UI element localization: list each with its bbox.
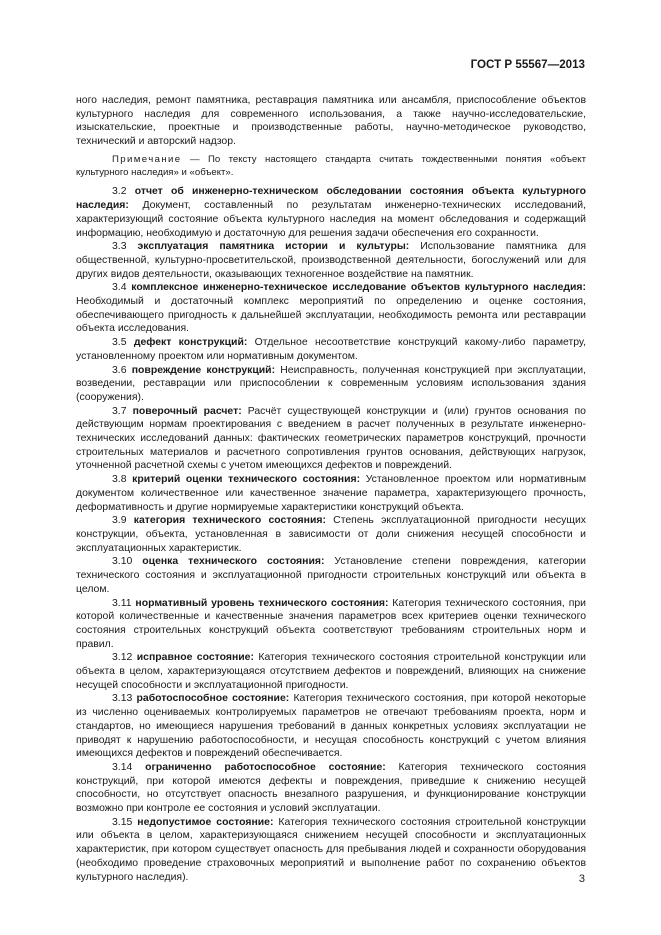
definition-text: Неисправность, полученная конструкцией при эксплуатации, возведении, реставрации или приспособлении к современным условиям использования здания (сооружения).: [76, 364, 586, 403]
definition-number: 3.12: [112, 652, 133, 664]
definition-number: 3.7: [112, 405, 127, 417]
definition-3-3: [76, 240, 586, 281]
document-header: ГОСТ Р 55567—2013: [470, 58, 585, 71]
definition-3-10: [76, 555, 586, 596]
definition-text: Категория технического состояния строительной конструкции или объекта в целом, характеризующаяся снижением несущей способности и эксплуатационных характеристик, при котором существует опасность для пребывания людей и сохранности оборудования (необходимо проведение страховочных мероприятий и выполнение работ по сохранению объектов культурного наследия).: [76, 816, 587, 883]
definition-text: Отдельное несоответствие конструкций какому-либо параметру, установленному проектом или нормативным документом.: [76, 337, 587, 362]
definition-term: ограниченно работоспособное состояние:: [145, 761, 386, 773]
note-paragraph: [76, 154, 586, 180]
definition-text: Установление степени повреждения, категории технического состояния и эксплуатационной пригодности строительных конструкций или объекта в целом.: [76, 556, 586, 595]
definition-3-9: [76, 514, 586, 555]
definition-3-2: [76, 185, 586, 240]
definition-text: Использование памятника для общественной, культурно-просветительской, производственной деятельности, богослужений или для других видов деятельности, оказывающих техногенное воздействие на памятник.: [76, 241, 586, 280]
definition-number: 3.14: [112, 761, 133, 773]
definition-term: повреждение конструкций:: [131, 364, 276, 376]
definition-term: недопустимое состояние:: [137, 816, 274, 828]
definition-text: Необходимый и достаточный комплекс мероприятий по определению и оценке состояния, обеспечивающего пригодность к дальнейшей эксплуатации, необходимость ремонта или реставрации объекта исследования.: [76, 296, 586, 335]
definition-text: Категория технического состояния конструкций, при которой имеются дефекты и повреждения, приведшие к снижению несущей способности, но отсутствует опасность внезапного разрушения, и функционирование конструкции возможно при контроле ее состояния и условий эксплуатации.: [76, 761, 586, 815]
definition-term: критерий оценки технического состояния:: [132, 474, 361, 486]
definition-term: дефект конструкций:: [133, 337, 248, 349]
definition-number: 3.8: [112, 474, 127, 486]
definition-text: Категория технического состояния, при которой количественные и качественные значения параметров всех критериев оценки технического состояния строительных конструкций объекта соответствуют требованиям строительных норм и правил.: [76, 597, 586, 650]
definition-number: 3.6: [112, 364, 127, 376]
definition-3-4: [76, 281, 586, 336]
definition-number: 3.5: [112, 337, 127, 349]
definition-3-15: [76, 816, 586, 885]
page-number: 3: [578, 873, 585, 885]
definition-term: отчет об инженерно-техническом обследовании состояния объекта культурного наследия:: [76, 186, 586, 212]
definition-number: 3.11: [112, 597, 132, 609]
definition-text: Расчёт существующей конструкции и (или) грунтов основания по действующим нормам проектирования с введением в расчет полученных в результате инженерно-технических исследований данных: фактических геометрических параметров конструкций, прочности строительных материалов и расчетного сопротивления грунтов основания, действующих нагрузок, уточненной расчетной схемы с учетом имеющихся дефектов и повреждений.: [76, 405, 586, 472]
intro-paragraph: ного наследия, ремонт памятника, реставрация памятника или ансамбля, приспособление объектов культурного наследия для современного использования, а также научно-исследовательские, изыскательские, проектные и производственные работы, научно-методическое руководство, технический и авторский надзор.: [76, 95, 586, 148]
definition-3-13: [76, 692, 586, 761]
note-text: — По тексту настоящего стандарта считать тождественными понятия «объект культурного наследия» и «объект».: [76, 153, 586, 178]
definition-number: 3.15: [112, 816, 133, 828]
document-body: [76, 94, 586, 884]
definition-3-5: [76, 336, 586, 363]
definition-text: Категория технического состояния, при которой некоторые из численно оцениваемых контролируемых параметров не отвечают требованиям проекта, норм и стандартов, но имеющиеся нарушения требований в данных конкретных условиях эксплуатации не приводят к нарушению работоспособности, и несущая способность конструкций с учетом влияния имеющихся дефектов и повреждений обеспечивается.: [76, 693, 586, 760]
definition-term: исправное состояние:: [136, 652, 254, 664]
definition-term: поверочный расчет:: [132, 405, 242, 417]
definition-3-12: [76, 651, 586, 692]
definition-text: Степень эксплуатационной пригодности несущих конструкции, объекта, установленная в зависимости от доли снижения несущей способности и эксплуатационных характеристик.: [76, 515, 586, 554]
definition-term: комплексное инженерно-техническое исследование объектов культурного наследия:: [131, 282, 586, 294]
definition-text: Документ, составленный по результатам инженерно-технических исследований, характеризующий состояние объекта культурного наследия на момент обследования и содержащий информацию, необходимую и достаточную для решения задачи обеспечения его сохранности.: [76, 200, 586, 239]
definition-term: нормативный уровень технического состояния:: [135, 597, 389, 609]
definition-3-11: [76, 597, 586, 652]
definition-number: 3.2: [112, 186, 127, 198]
definition-term: категория технического состояния:: [133, 515, 326, 527]
definition-3-7: [76, 405, 586, 474]
definition-term: работоспособное состояние:: [136, 693, 290, 705]
definition-number: 3.4: [112, 282, 127, 294]
definition-term: оценка технического состояния:: [142, 556, 325, 568]
definition-number: 3.9: [112, 515, 127, 527]
definition-3-6: [76, 364, 586, 405]
definition-3-14: [76, 761, 586, 816]
definition-text: Установленное проектом или нормативным документом количественное или качественное значение параметра, характеризующего прочность, деформативность и другие нормируемые характеристики конструкций объекта.: [76, 474, 586, 513]
definition-number: 3.3: [112, 241, 127, 253]
note-label: Примечание: [112, 153, 182, 165]
definition-3-8: [76, 473, 586, 514]
definition-term: эксплуатация памятника истории и культуры:: [137, 241, 410, 253]
definition-text: Категория технического состояния строительной конструкции или объекта в целом, характеризующаяся отсутствием дефектов и повреждений, влияющих на снижение несущей способности и эксплуатационной пригодности.: [76, 652, 586, 691]
definition-number: 3.13: [112, 693, 133, 705]
definition-number: 3.10: [112, 556, 133, 568]
